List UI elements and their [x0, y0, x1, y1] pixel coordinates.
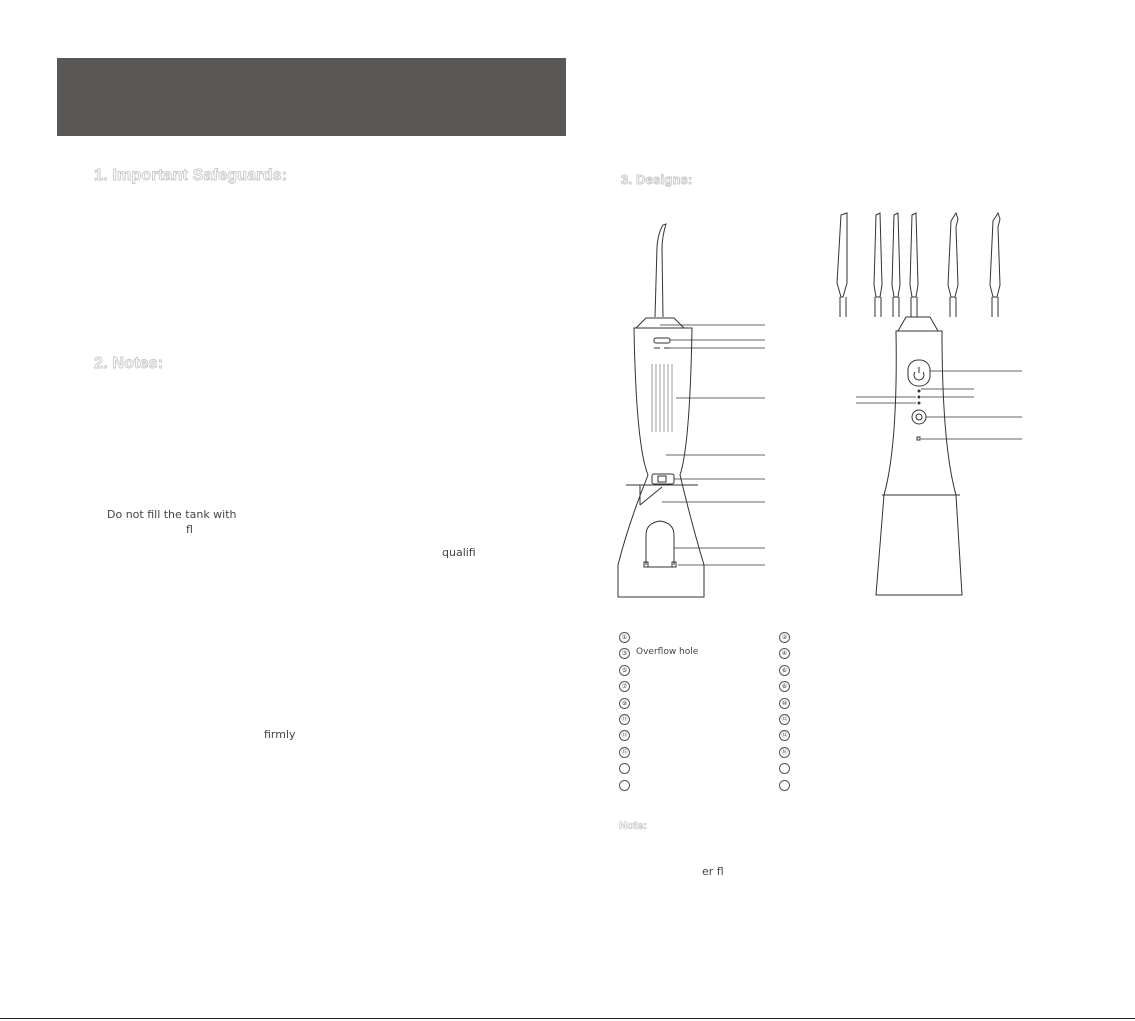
- legend-number-17: [619, 763, 630, 774]
- nozzle-collar-left: [636, 318, 684, 328]
- heading-designs: 3. Designs:: [621, 172, 693, 187]
- legend-number-14: ⑭: [779, 730, 790, 741]
- legend-number-4: ④: [779, 648, 790, 659]
- header-band: [57, 58, 566, 136]
- legend-number-20: [779, 780, 790, 791]
- legend-label-3: Overflow hole: [636, 647, 699, 658]
- page-bottom-rule: [0, 1018, 1135, 1019]
- heading-notes: 2. Notes:: [94, 355, 164, 372]
- text-quali: qualifi: [442, 546, 476, 559]
- nozzle-collar-right: [898, 317, 938, 331]
- legend-number-12: ⑫: [779, 714, 790, 725]
- legend-number-2: ②: [779, 632, 790, 643]
- legend-number-5: ⑤: [619, 665, 630, 676]
- legend-number-10: ⑩: [779, 698, 790, 709]
- tank-window: [646, 521, 674, 565]
- spare-nozzles: [837, 213, 1000, 317]
- product-diagram: [600, 205, 1040, 605]
- nozzle-left: [655, 224, 666, 317]
- note-label: Note:: [619, 820, 648, 832]
- text-er-fl: er fl: [702, 865, 724, 878]
- device-body-left: [618, 328, 704, 597]
- text-fl: fl: [186, 523, 193, 536]
- legend-number-6: ⑥: [779, 665, 790, 676]
- speaker-grille: [651, 364, 672, 431]
- legend-number-18: [779, 763, 790, 774]
- legend-number-7: ⑦: [619, 681, 630, 692]
- text-firmly: firmly: [264, 728, 296, 741]
- legend-number-11: ⑪: [619, 714, 630, 725]
- heading-important-safeguards: 1. Important Safeguards:: [94, 167, 288, 184]
- legend-number-15: ⑮: [619, 747, 630, 758]
- legend-number-3: ③: [619, 648, 630, 659]
- callout-lines: [660, 325, 1022, 565]
- legend-number-9: ⑨: [619, 698, 630, 709]
- text-fill-tank: Do not fill the tank with: [107, 508, 237, 521]
- mode-button-right: [912, 410, 926, 424]
- legend-number-16: ⑯: [779, 747, 790, 758]
- legend-number-8: ⑧: [779, 681, 790, 692]
- legend-number-1: ①: [619, 632, 630, 643]
- legend-number-13: ⑬: [619, 730, 630, 741]
- legend-number-19: [619, 780, 630, 791]
- slider-top: [654, 338, 670, 343]
